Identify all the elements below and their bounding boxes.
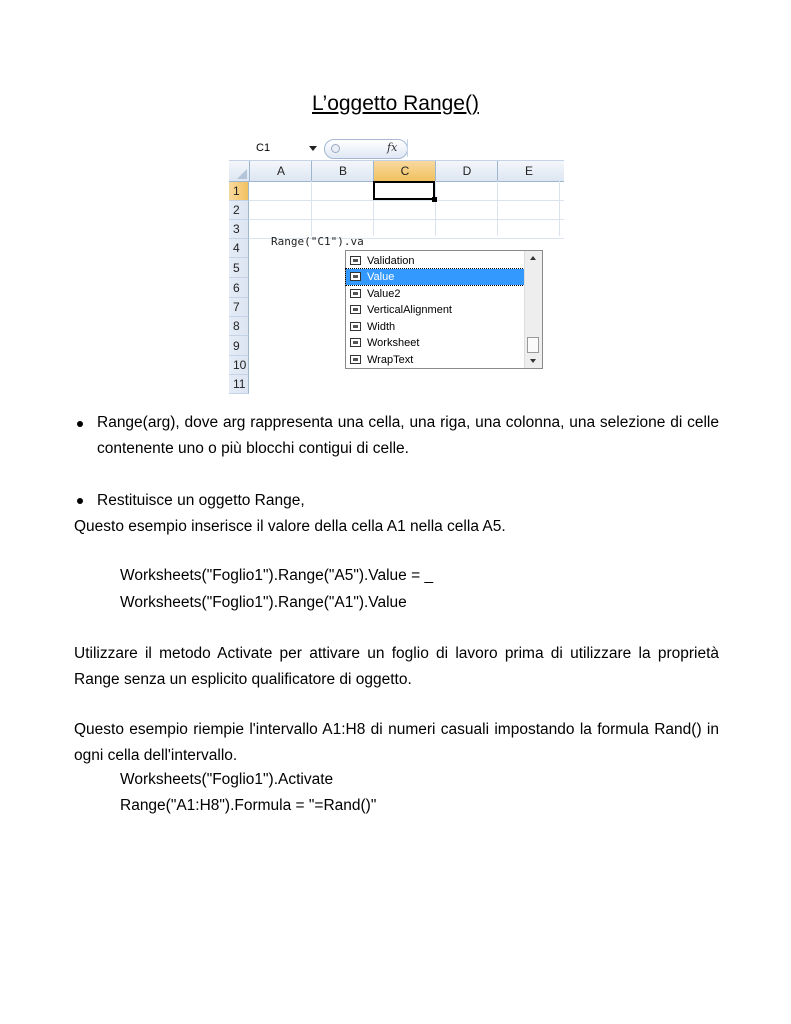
chevron-down-icon[interactable]: [309, 146, 317, 151]
column-header[interactable]: B: [311, 161, 374, 181]
row-header[interactable]: 4: [229, 239, 249, 258]
scroll-down-icon[interactable]: [530, 359, 536, 363]
formula-bar: [229, 137, 564, 161]
fill-handle[interactable]: [432, 197, 437, 202]
gridline: [559, 181, 560, 236]
code-line: Worksheets("Foglio1").Range("A1").Value: [120, 594, 407, 611]
row-header[interactable]: 10: [229, 356, 249, 375]
formula-bar-controls: [324, 139, 408, 159]
property-icon: [350, 355, 361, 364]
code-line: Range("A1:H8").Formula = "=Rand()": [120, 797, 377, 814]
autocomplete-list[interactable]: [345, 250, 543, 369]
insert-function-icon[interactable]: fx: [387, 141, 398, 154]
page-title: L’oggetto Range(): [312, 92, 479, 115]
bullet-text: Restituisce un oggetto Range,: [97, 492, 305, 509]
autocomplete-item[interactable]: Value2: [346, 286, 524, 302]
column-header[interactable]: A: [249, 161, 312, 181]
paragraph: Utilizzare il metodo Activate per attivare un foglio di lavoro prima di utilizzare la proprietà Range senza un esplicito qualificatore di oggetto.: [74, 645, 719, 688]
column-header[interactable]: E: [497, 161, 560, 181]
row-header[interactable]: 7: [229, 298, 249, 317]
property-icon: [350, 289, 361, 298]
bullet-icon: [77, 421, 83, 427]
autocomplete-scrollbar[interactable]: [524, 251, 542, 368]
excel-screenshot: [229, 137, 564, 394]
property-icon: [350, 322, 361, 331]
property-icon: [350, 272, 361, 281]
bullet-icon: [77, 498, 83, 504]
gridline: [311, 181, 312, 236]
property-icon: [350, 305, 361, 314]
select-all-corner[interactable]: [229, 161, 249, 181]
code-line: Worksheets("Foglio1").Activate: [120, 771, 334, 788]
gridline: [497, 181, 498, 236]
row-header[interactable]: 5: [229, 258, 249, 278]
paragraph: Questo esempio riempie l'intervallo A1:H8 di numeri casuali impostando la formula Rand() in ogni cella dell'intervallo.: [74, 721, 719, 764]
gridline: [249, 200, 564, 201]
row-header[interactable]: 2: [229, 201, 249, 220]
row-header[interactable]: 8: [229, 317, 249, 336]
code-line: Worksheets("Foglio1").Range("A5").Value = _: [120, 567, 434, 584]
property-icon: [350, 338, 361, 347]
formula-input[interactable]: [407, 139, 564, 157]
row-header-selected[interactable]: 1: [229, 182, 249, 201]
gridline: [435, 181, 436, 236]
scroll-up-icon[interactable]: [530, 256, 536, 260]
column-header[interactable]: D: [435, 161, 498, 181]
bullet-text: Range(arg), dove arg rappresenta una cella, una riga, una colonna, una selezione di celle contenente uno o più blocchi contigui di celle.: [97, 414, 719, 457]
autocomplete-item[interactable]: Width: [346, 319, 524, 335]
autocomplete-item[interactable]: WrapText: [346, 352, 524, 368]
autocomplete-item[interactable]: Validation: [346, 253, 524, 269]
name-box[interactable]: C1: [256, 142, 271, 154]
paragraph: Questo esempio inserisce il valore della cella A1 nella cella A5.: [74, 518, 506, 535]
corner-triangle-icon: [237, 169, 247, 179]
autocomplete-item-selected[interactable]: Value: [346, 269, 524, 285]
scroll-handle-icon[interactable]: [331, 144, 340, 153]
vba-code-line: Range("C1").va: [271, 235, 364, 248]
autocomplete-item[interactable]: Worksheet: [346, 335, 524, 351]
autocomplete-item[interactable]: VerticalAlignment: [346, 302, 524, 318]
row-header[interactable]: 11: [229, 375, 249, 394]
property-icon: [350, 256, 361, 265]
row-header[interactable]: 6: [229, 278, 249, 298]
row-header[interactable]: 3: [229, 220, 249, 239]
row-header[interactable]: 9: [229, 336, 249, 356]
scroll-thumb[interactable]: [527, 337, 539, 353]
column-headers: [229, 161, 564, 182]
column-header-selected[interactable]: C: [373, 161, 436, 181]
gridline: [249, 219, 564, 220]
active-cell-c1[interactable]: [373, 181, 435, 200]
